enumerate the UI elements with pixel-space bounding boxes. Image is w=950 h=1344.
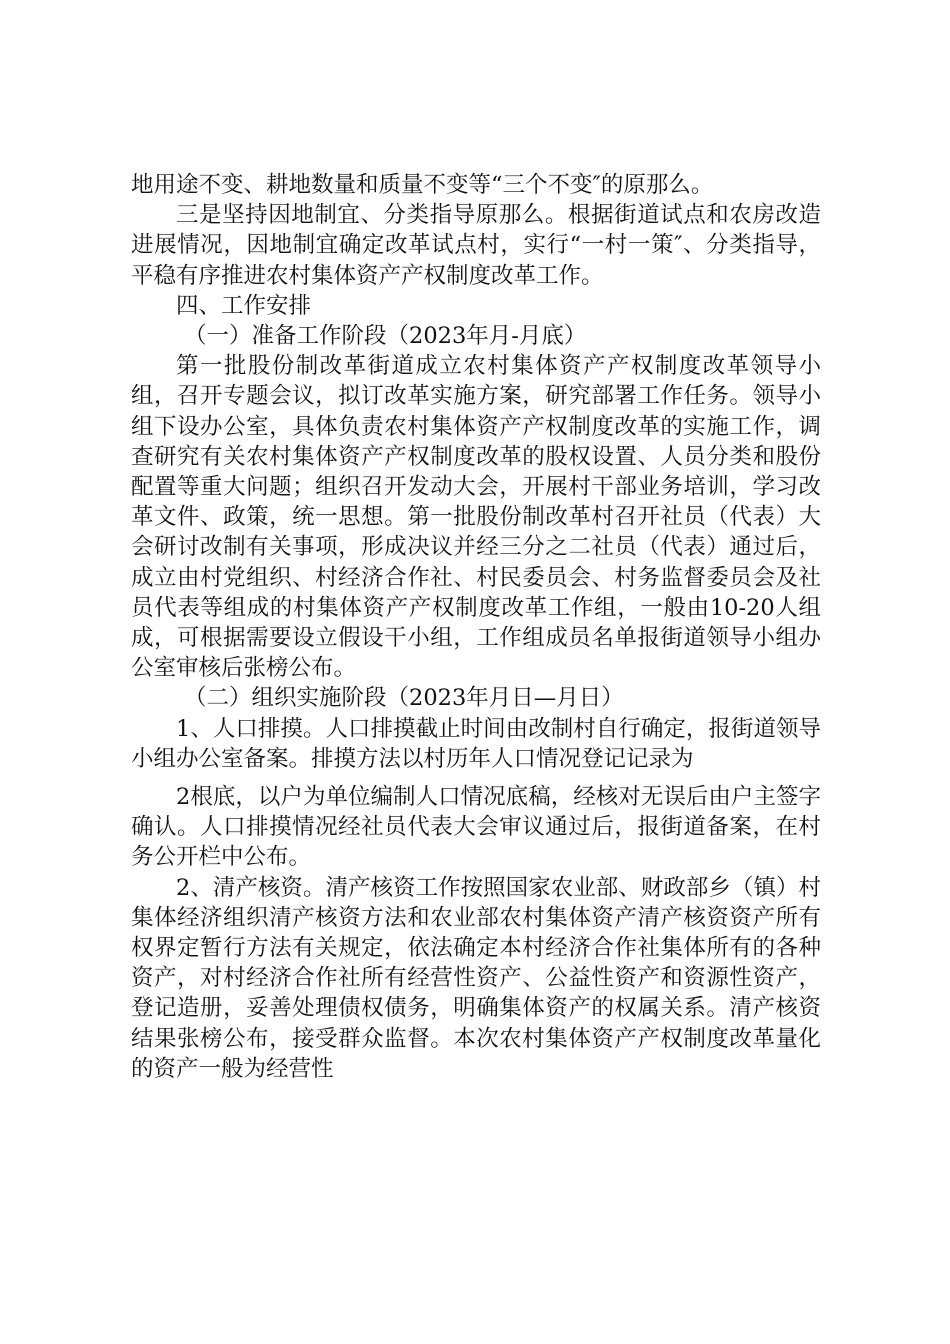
paragraph-population-records: 2根底，以户为单位编制人口情况底稿，经核对无误后由户主签字确认。人口排摸情况经社员代表大会审议通过后，报街道备案，在村务公开栏中公布。	[131, 784, 821, 871]
paragraph-asset-verification: 2、清产核资。清产核资工作按照国家农业部、财政部乡（镇）村集体经济组织清产核资方法和农业部农村集体资产清产核资资产所有权界定暂行方法有关规定，依法确定本村经济合作社集体所有的各种资产，对村经济合作社所有经营性资产、公益性资产和资源性资产，登记造册，妥善处理债权债务，明确集体资产的权属关系。清产核资结果张榜公布，接受群众监督。本次农村集体资产产权制度改革量化的资产一般为经营性	[131, 874, 821, 1082]
paragraph-principle-three: 三是坚持因地制宜、分类指导原那么。根据街道试点和农房改造进展情况，因地制宜确定改革试点村，实行“一村一策″、分类指导，平稳有序推进农村集体资产产权制度改革工作。	[131, 202, 821, 289]
paragraph-preparation: 第一批股份制改革街道成立农村集体资产产权制度改革领导小组，召开专题会议，拟订改革实施方案，研究部署工作任务。领导小组下设办公室，具体负责农村集体资产产权制度改革的实施工作，调查研究有关农村集体资产产权制度改革的股权设置、人员分类和股份配置等重大问题；组织召开发动大会，开展村干部业务培训，学习改革文件、政策，统一思想。第一批股份制改革村召开社员（代表）大会研讨改制有关事项，形成决议并经三分之二社员（代表）通过后，成立由村党组织、村经济合作社、村民委员会、村务监督委员会及社员代表等组成的村集体资产产权制度改革工作组，一般由10-20人组成，可根据需要设立假设干小组，工作组成员名单报街道领导小组办公室审核后张榜公布。	[131, 353, 821, 682]
document-body	[131, 170, 821, 1084]
section-heading-work-arrangement: 四、工作安排	[176, 292, 312, 319]
paragraph-population-survey: 1、人口排摸。人口排摸截止时间由改制村自行确定，报街道领导小组办公室备案。排摸方法以村历年人口情况登记记录为	[131, 715, 821, 772]
subsection-heading-preparation: （一）准备工作阶段（2023年月-月底）	[184, 323, 587, 350]
paragraph-land-use: 地用途不变、耕地数量和质量不变等“三个不变″的原那么。	[131, 172, 714, 198]
subsection-heading-implementation: （二）组织实施阶段（2023年月日—月日）	[184, 685, 624, 712]
